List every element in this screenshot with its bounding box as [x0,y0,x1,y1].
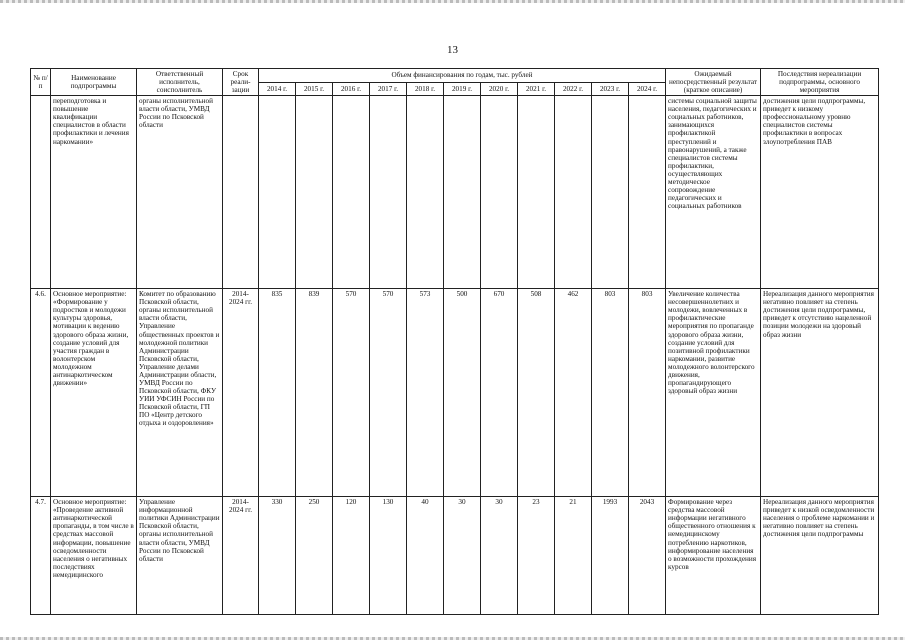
header-name: Наименование подпрограммы [51,69,137,96]
table-row-4-7 [31,497,879,615]
header-year: 2024 г. [629,82,666,96]
cell-num: 4.7. [31,497,51,615]
table-row-4-6 [31,289,879,497]
cell-term [223,96,259,289]
header-year: 2020 г. [481,82,518,96]
header-year: 2017 г. [370,82,407,96]
cell-value: 570 [333,289,370,497]
cell-value [629,96,666,289]
cell-consequences: Нереализация данного мероприятия негативно повлияет на степень достижения цели подпрограммы, приведет к отсутствию нацеленной позиции молодежи на здоровый образ жизни [761,289,879,497]
cell-value: 30 [444,497,481,615]
header-row-1 [31,69,879,83]
table-row-continuation [31,96,879,289]
cell-value: 1993 [592,497,629,615]
cell-num: 4.6. [31,289,51,497]
page-number: 13 [447,44,458,56]
cell-value: 23 [518,497,555,615]
header-year: 2021 г. [518,82,555,96]
cell-name: Основное мероприятие: «Формирование у подростков и молодежи культуры здоровья, мотивации к ведению здорового образа жизни, создание условий для участия граждан в волонтерском молодежном антинаркотическом движении» [51,289,137,497]
cell-value [444,96,481,289]
cell-value: 30 [481,497,518,615]
header-expected: Ожидаемый непосредственный результат (краткое описание) [666,69,761,96]
cell-value: 330 [259,497,296,615]
cell-value: 573 [407,289,444,497]
cell-value [518,96,555,289]
header-year: 2014 г. [259,82,296,96]
cell-value: 120 [333,497,370,615]
cell-value [259,96,296,289]
cell-value: 803 [629,289,666,497]
header-funding-group: Объем финансирования по годам, тыс. рублей [259,69,666,83]
cell-value [370,96,407,289]
header-year: 2023 г. [592,82,629,96]
cell-value: 835 [259,289,296,497]
cell-value [481,96,518,289]
cell-value: 250 [296,497,333,615]
cell-name: Основное мероприятие: «Проведение активной антинаркотической пропаганды, в том числе в средствах массовой информации, повышение осведомленности населения о негативных последствиях немедицинского [51,497,137,615]
cell-value [333,96,370,289]
cell-value [592,96,629,289]
header-year: 2022 г. [555,82,592,96]
header-year: 2019 г. [444,82,481,96]
cell-responsible: органы исполнительной власти области, УМВД России по Псковской области [137,96,223,289]
cell-name: переподготовка и повышение квалификации специалистов в области профилактики и лечения наркомании» [51,96,137,289]
header-year: 2015 г. [296,82,333,96]
cell-consequences: Нереализация данного мероприятия приведет к низкой осведомленности населения о проблеме наркомании и негативно повлияет на степень достижения цели подпрограммы [761,497,879,615]
cell-term: 2014-2024 гг. [223,289,259,497]
header-responsible: Ответственный исполнитель, соисполнитель [137,69,223,96]
cell-value: 803 [592,289,629,497]
cell-expected: системы социальной защиты населения, педагогических и социальных работников, занимающихся профилактикой преступлений и правонарушений, а также специалистов системы профилактики, осуществляющих методическое сопровождение педагогических и социальных работников [666,96,761,289]
cell-consequences: достижения цели подпрограммы, приведет к низкому профессиональному уровню специалистов системы профилактики в вопросах злоупотребления ПАВ [761,96,879,289]
cell-responsible: Управление информационной политики Администрации Псковской области, органы исполнительной власти области, УМВД России по Псковской области [137,497,223,615]
header-num: № п/п [31,69,51,96]
cell-expected: Формирование через средства массовой информации негативного общественного отношения к немедицинскому потреблению наркотиков, информирование населения о возможности прохождения курсов [666,497,761,615]
header-year: 2016 г. [333,82,370,96]
cell-value [407,96,444,289]
header-year: 2018 г. [407,82,444,96]
cell-expected: Увеличение количества несовершеннолетних и молодежи, вовлеченных в профилактические мероприятия по пропаганде здорового образа жизни, создание условий для позитивной профилактики наркомании, развитие молодежного волонтерского движения, пропагандирующего здоровый образ жизни [666,289,761,497]
cell-term: 2014-2024 гг. [223,497,259,615]
cell-responsible: Комитет по образованию Псковской области, органы исполнительной власти области, Управление общественных проектов и молодежной политики Администрации Псковской области, Управление делами Администрации области, УМВД России по Псковской области, ФКУ УИИ УФСИН России по Псковской области, ГП ПО «Центр детского отдыха и оздоровления» [137,289,223,497]
cell-value: 500 [444,289,481,497]
header-consequences: Последствия нереализации подпрограммы, основного мероприятия [761,69,879,96]
cell-value [555,96,592,289]
header-term: Срок реали- зации [223,69,259,96]
funding-table [30,68,879,615]
cell-value: 130 [370,497,407,615]
cell-value: 2043 [629,497,666,615]
cell-num [31,96,51,289]
cell-value: 21 [555,497,592,615]
cell-value: 462 [555,289,592,497]
cell-value [296,96,333,289]
scan-edge-top [0,0,905,3]
cell-value: 839 [296,289,333,497]
cell-value: 570 [370,289,407,497]
cell-value: 670 [481,289,518,497]
cell-value: 508 [518,289,555,497]
cell-value: 40 [407,497,444,615]
